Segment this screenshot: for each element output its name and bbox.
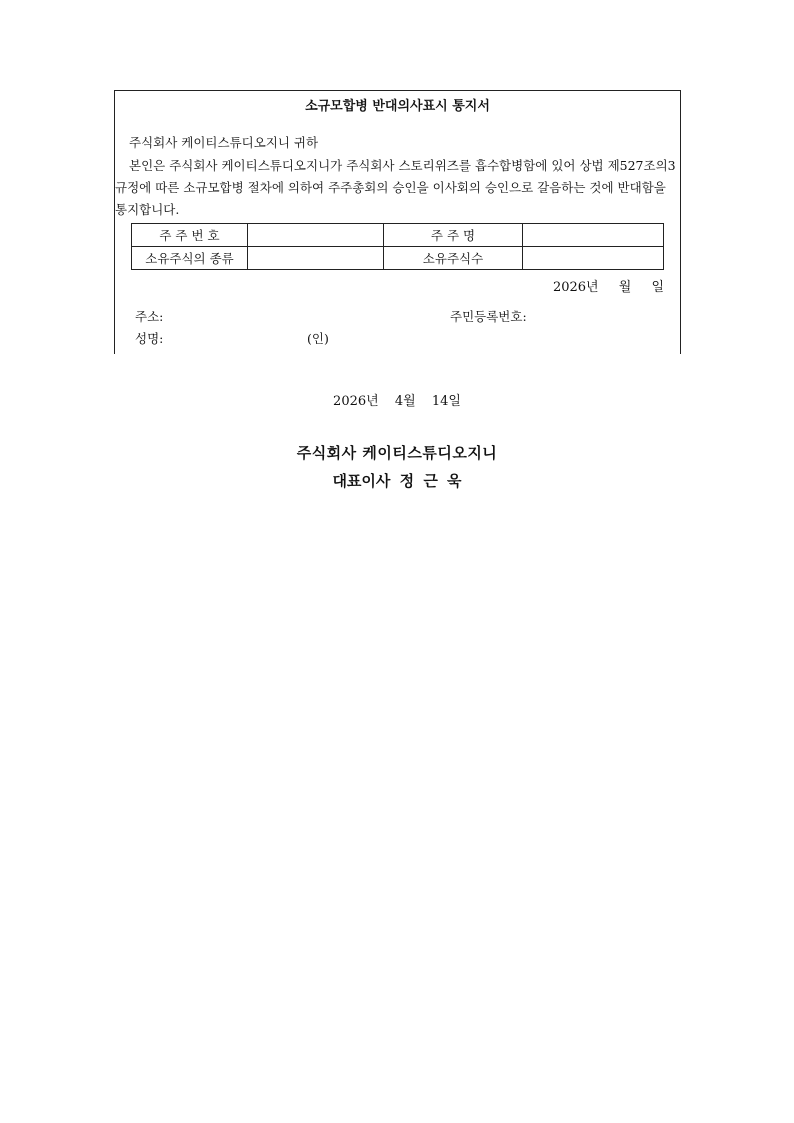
addressee: 주식회사 케이티스튜디오지니 귀하 (129, 135, 319, 150)
share-count-label: 소유주식수 (384, 247, 523, 270)
share-type-field[interactable] (248, 247, 384, 270)
notice-body (115, 155, 680, 221)
share-type-label: 소유주식의 종류 (132, 247, 248, 270)
objection-notice-form (114, 90, 681, 353)
border-tick-left (114, 350, 115, 354)
table-row (132, 224, 664, 247)
seal-mark: (인) (307, 331, 329, 346)
notice-date-year: 2026년 (333, 394, 379, 409)
table-row (132, 247, 664, 270)
shareholder-name-field[interactable] (523, 224, 664, 247)
body-line-1: 본인은 주식회사 케이티스튜디오지니가 주식회사 스토리위즈를 흡수합병함에 있어 상법 제527조의3 (129, 158, 676, 173)
notice-date-day: 14일 (431, 394, 461, 409)
body-line-3: 통지합니다. (115, 202, 180, 217)
form-title: 소규모합병 반대의사표시 통지서 (305, 99, 490, 114)
shareholder-name-label: 주 주 명 (384, 224, 523, 247)
form-date (537, 276, 664, 295)
resident-number-label: 주민등록번호: (450, 309, 527, 324)
body-line-2: 규정에 따른 소규모합병 절차에 의하여 주주총회의 승인을 이사회의 승인으로 갈음하는 것에 반대함을 (115, 180, 666, 195)
company-name: 주식회사 케이티스튜디오지니 (296, 444, 498, 462)
address-label: 주소: (135, 309, 164, 324)
shareholder-number-label: 주 주 번 호 (132, 224, 248, 247)
border-tick-right (680, 350, 681, 354)
notice-date (0, 390, 794, 409)
notice-date-month: 4월 (394, 394, 416, 409)
form-date-month: 월 (618, 280, 632, 295)
shareholder-number-field[interactable] (248, 224, 384, 247)
name-label: 성명: (135, 331, 164, 346)
share-count-field[interactable] (523, 247, 664, 270)
form-date-year: 2026년 (552, 280, 599, 295)
form-date-day: 일 (651, 280, 664, 295)
shareholder-info-table (131, 223, 664, 270)
ceo-name: 대표이사 정 근 욱 (332, 472, 462, 490)
